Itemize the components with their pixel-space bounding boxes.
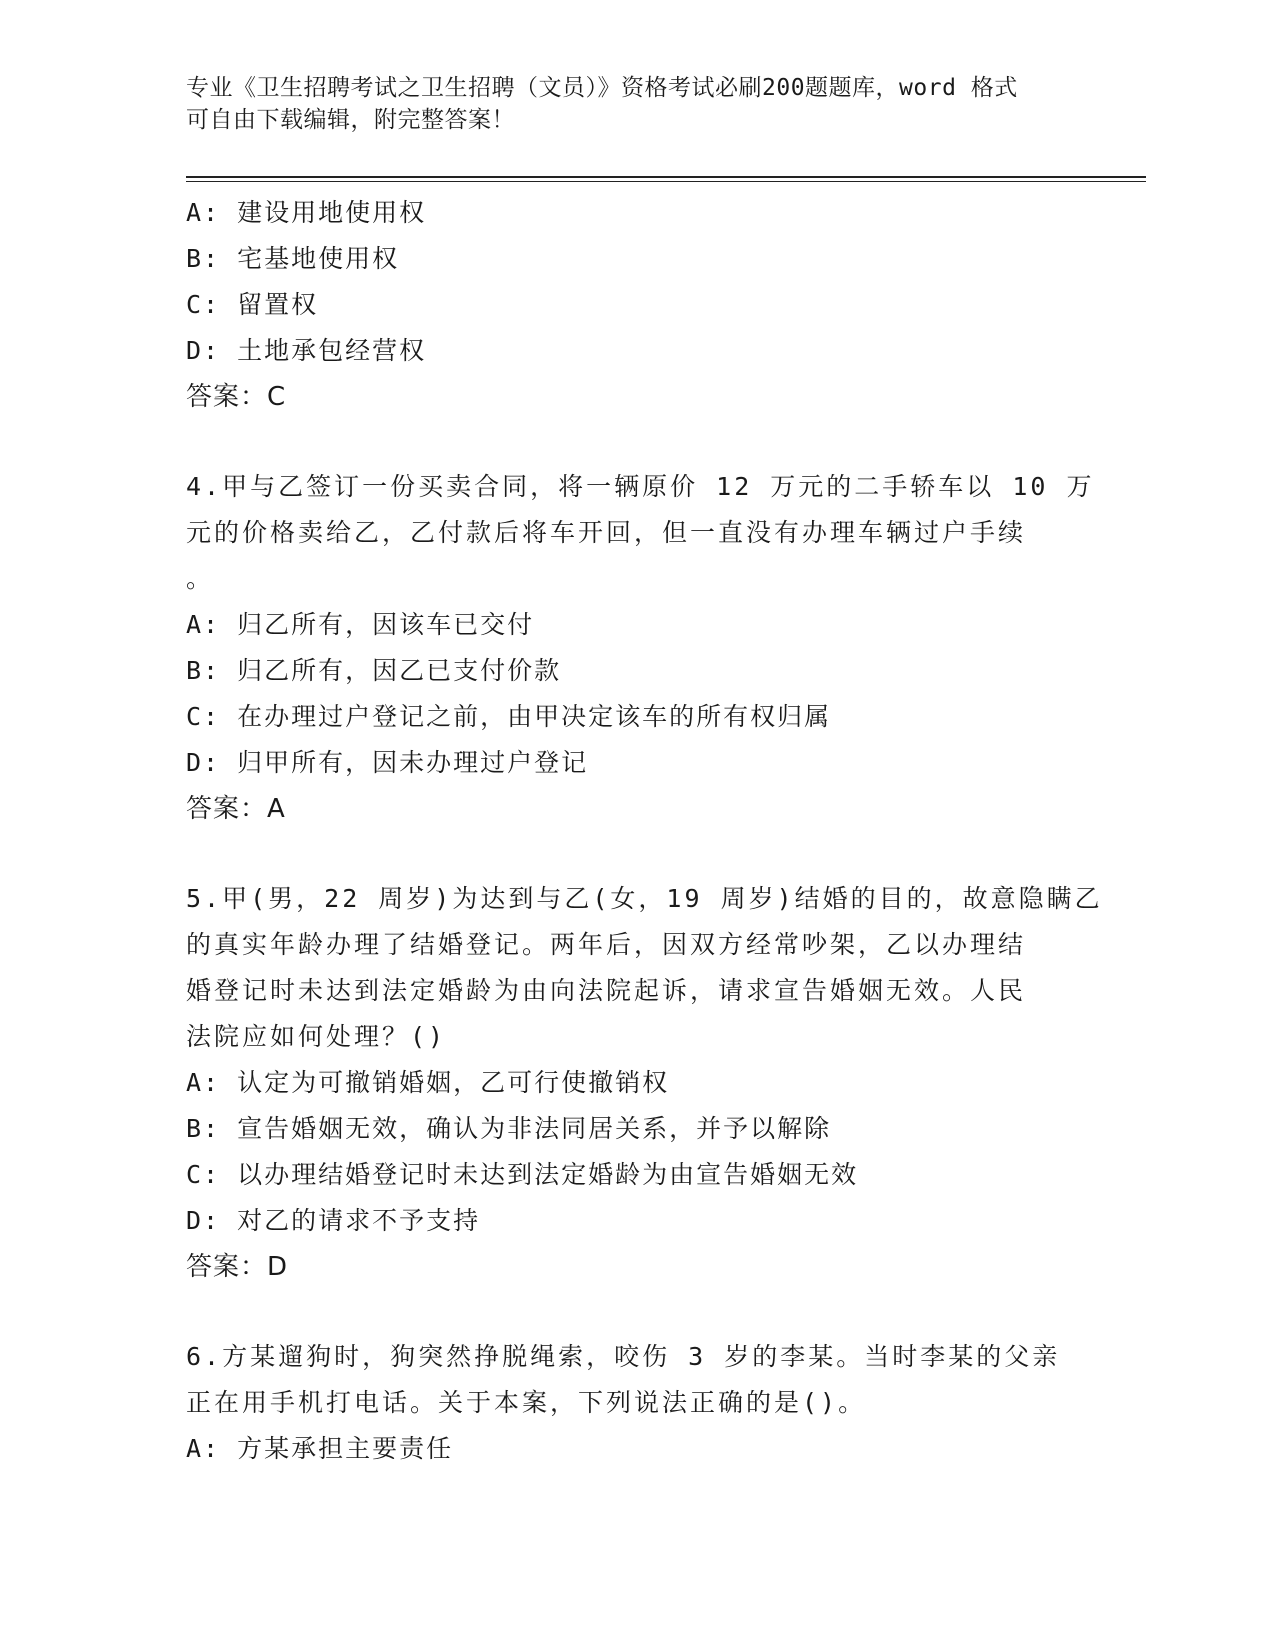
q3-option-b: B: 宅基地使用权 [186, 244, 400, 273]
q5-option-c: C: 以办理结婚登记时未达到法定婚龄为由宣告婚姻无效 [186, 1160, 859, 1189]
spacer [186, 832, 1066, 876]
q5-stem-line-1: 5.甲(男，22 周岁)为达到与乙(女，19 周岁)结婚的目的，故意隐瞒乙 [186, 884, 1103, 913]
header-rule-thick [186, 176, 1146, 178]
q3-option-a: A: 建设用地使用权 [186, 198, 427, 227]
q3-option-c: C: 留置权 [186, 290, 319, 319]
q4-option-b: B: 归乙所有，因乙已支付价款 [186, 656, 562, 685]
q6-stem-line-1: 6.方某遛狗时，狗突然挣脱绳索，咬伤 3 岁的李某。当时李某的父亲 [186, 1342, 1061, 1371]
q3-answer: 答案：C [186, 382, 287, 412]
question-5 [186, 876, 1103, 1290]
q4-option-d: D: 归甲所有，因未办理过户登记 [186, 748, 589, 777]
q4-stem-line-3: 。 [186, 564, 215, 593]
spacer [186, 1290, 1066, 1334]
q6-option-a: A: 方某承担主要责任 [186, 1434, 454, 1463]
q5-stem-line-4: 法院应如何处理？() [186, 1022, 447, 1051]
q5-option-b: B: 宣告婚姻无效，确认为非法同居关系，并予以解除 [186, 1114, 832, 1143]
question-content [186, 190, 1103, 1472]
q5-option-a: A: 认定为可撤销婚姻，乙可行使撤销权 [186, 1068, 670, 1097]
q5-stem-line-3: 婚登记时未达到法定婚龄为由向法院起诉，请求宣告婚姻无效。人民 [186, 976, 1027, 1005]
document-header [186, 72, 1066, 136]
q4-stem-line-2: 元的价格卖给乙，乙付款后将车开回，但一直没有办理车辆过户手续 [186, 518, 1027, 547]
q5-option-d: D: 对乙的请求不予支持 [186, 1206, 481, 1235]
q5-answer: 答案：D [186, 1252, 289, 1282]
header-rule-thin [186, 181, 1146, 182]
header-title-line-2: 可自由下载编辑，附完整答案！ [186, 107, 515, 133]
q3-option-d: D: 土地承包经营权 [186, 336, 427, 365]
header-title-line-1: 专业《卫生招聘考试之卫生招聘（文员）》资格考试必刷200题题库，word 格式 [186, 75, 1018, 101]
question-4 [186, 464, 1095, 832]
question-3 [186, 190, 1066, 420]
q4-answer: 答案：A [186, 794, 286, 824]
q4-option-c: C: 在办理过户登记之前，由甲决定该车的所有权归属 [186, 702, 832, 731]
spacer [186, 420, 1066, 464]
q4-option-a: A: 归乙所有，因该车已交付 [186, 610, 535, 639]
q5-stem-line-2: 的真实年龄办理了结婚登记。两年后，因双方经常吵架，乙以办理结 [186, 930, 1027, 959]
q6-stem-line-2: 正在用手机打电话。关于本案，下列说法正确的是()。 [186, 1388, 867, 1417]
q4-stem-line-1: 4.甲与乙签订一份买卖合同，将一辆原价 12 万元的二手轿车以 10 万 [186, 472, 1095, 501]
question-6 [186, 1334, 1066, 1472]
